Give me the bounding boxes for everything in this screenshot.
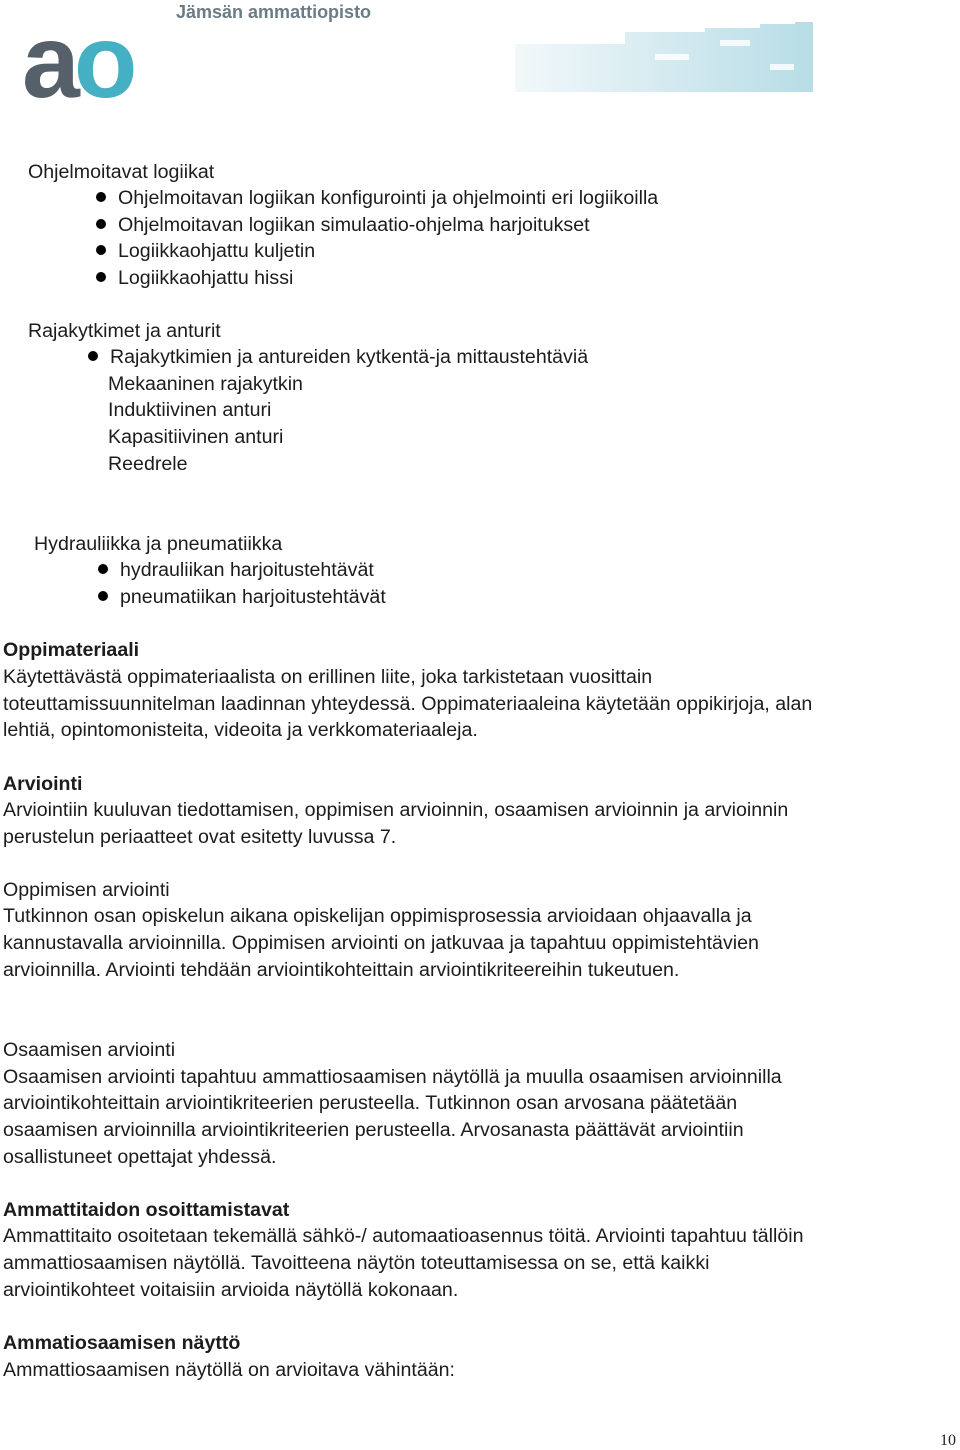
section-title-hydrauliikka: Hydrauliikka ja pneumatiikka [34,533,283,555]
header-staircase-graphic [505,18,817,92]
list-item: Rajakytkimien ja antureiden kytkentä-ja mittaustehtäviä [88,344,588,371]
section-heading-naytto: Ammatiosaamisen näyttö [3,1332,241,1354]
paragraph-line: lehtiä, opintomonisteita, videoita ja verkkomateriaaleja. [3,719,478,741]
paragraph-line: Osaamisen arviointi tapahtuu ammattiosaamisen näytöllä ja muulla osaamisen arvioinnilla [3,1066,782,1088]
list-item: Logiikkaohjattu hissi [96,265,293,292]
list-subitem: Induktiivinen anturi [108,399,272,421]
list-item: Ohjelmoitavan logiikan simulaatio-ohjelma harjoitukset [96,212,590,239]
paragraph-line: Ammattitaito osoitetaan tekemällä sähkö-/ automaatioasennus töitä. Arviointi tapahtuu tällöin [3,1225,804,1247]
section-heading-osoittamistavat: Ammattitaidon osoittamistavat [3,1199,290,1221]
list-subitem: Reedrele [108,453,188,475]
section-heading-oppimisen-arviointi: Oppimisen arviointi [3,879,170,901]
logo-mark: ao [22,4,132,120]
paragraph-line: arvioinnilla. Arviointi tehdään arviointikohteittain arviointikriteereihin tukeutuen. [3,959,680,981]
list-item: Logiikkaohjattu kuljetin [96,238,315,265]
section-heading-osaamisen-arviointi: Osaamisen arviointi [3,1039,176,1061]
list-item: hydrauliikan harjoitustehtävät [98,557,374,584]
paragraph-line: Arviointiin kuuluvan tiedottamisen, oppimisen arvioinnin, osaamisen arvioinnin ja arvioinnin [3,799,789,821]
paragraph-line: arviointikohteet voitaisiin arvioida näytöllä kokonaan. [3,1279,459,1301]
list-item: pneumatiikan harjoitustehtävät [98,584,386,611]
section-heading-oppimateriaali: Oppimateriaali [3,639,140,661]
paragraph-line: Tutkinnon osan opiskelun aikana opiskelijan oppimisprosessia arvioidaan ohjaavalla ja [3,905,752,927]
paragraph-line: ammattiosaamisen näytöllä. Tavoitteena näytön toteuttamisessa on se, että kaikki [3,1252,710,1274]
section-title-logiikat: Ohjelmoitavat logiikat [28,161,215,183]
paragraph-line: arviointikohteittain arviointikriteerien perusteella. Tutkinnon osan arvosana päätetään [3,1092,738,1114]
list-subitem: Mekaaninen rajakytkin [108,373,303,395]
list-item: Ohjelmoitavan logiikan konfigurointi ja ohjelmointi eri logiikoilla [96,185,658,212]
page-number: 10 [940,1432,956,1449]
org-name: Jämsän ammattiopisto [176,2,372,22]
paragraph-line: Ammattiosaamisen näytöllä on arvioitava vähintään: [3,1359,455,1381]
paragraph-line: kannustavalla arvioinnilla. Oppimisen arviointi on jatkuvaa ja tapahtuu oppimistehtävien [3,932,759,954]
section-title-rajakytkimet: Rajakytkimet ja anturit [28,320,221,342]
paragraph-line: perustelun periaatteet ovat esitetty luvussa 7. [3,826,397,848]
paragraph-line: Käytettävästä oppimateriaalista on erillinen liite, joka tarkistetaan vuosittain [3,666,653,688]
paragraph-line: osaamisen arvioinnilla arviointikriteerien perusteella. Arvosanasta päättävät arviointiin [3,1119,744,1141]
section-heading-arviointi: Arviointi [3,773,83,795]
paragraph-line: toteuttamissuunnitelman laadinnan yhteydessä. Oppimateriaaleina käytetään oppikirjoja, alan [3,693,813,715]
list-subitem: Kapasitiivinen anturi [108,426,284,448]
paragraph-line: osallistuneet opettajat yhdessä. [3,1146,277,1168]
